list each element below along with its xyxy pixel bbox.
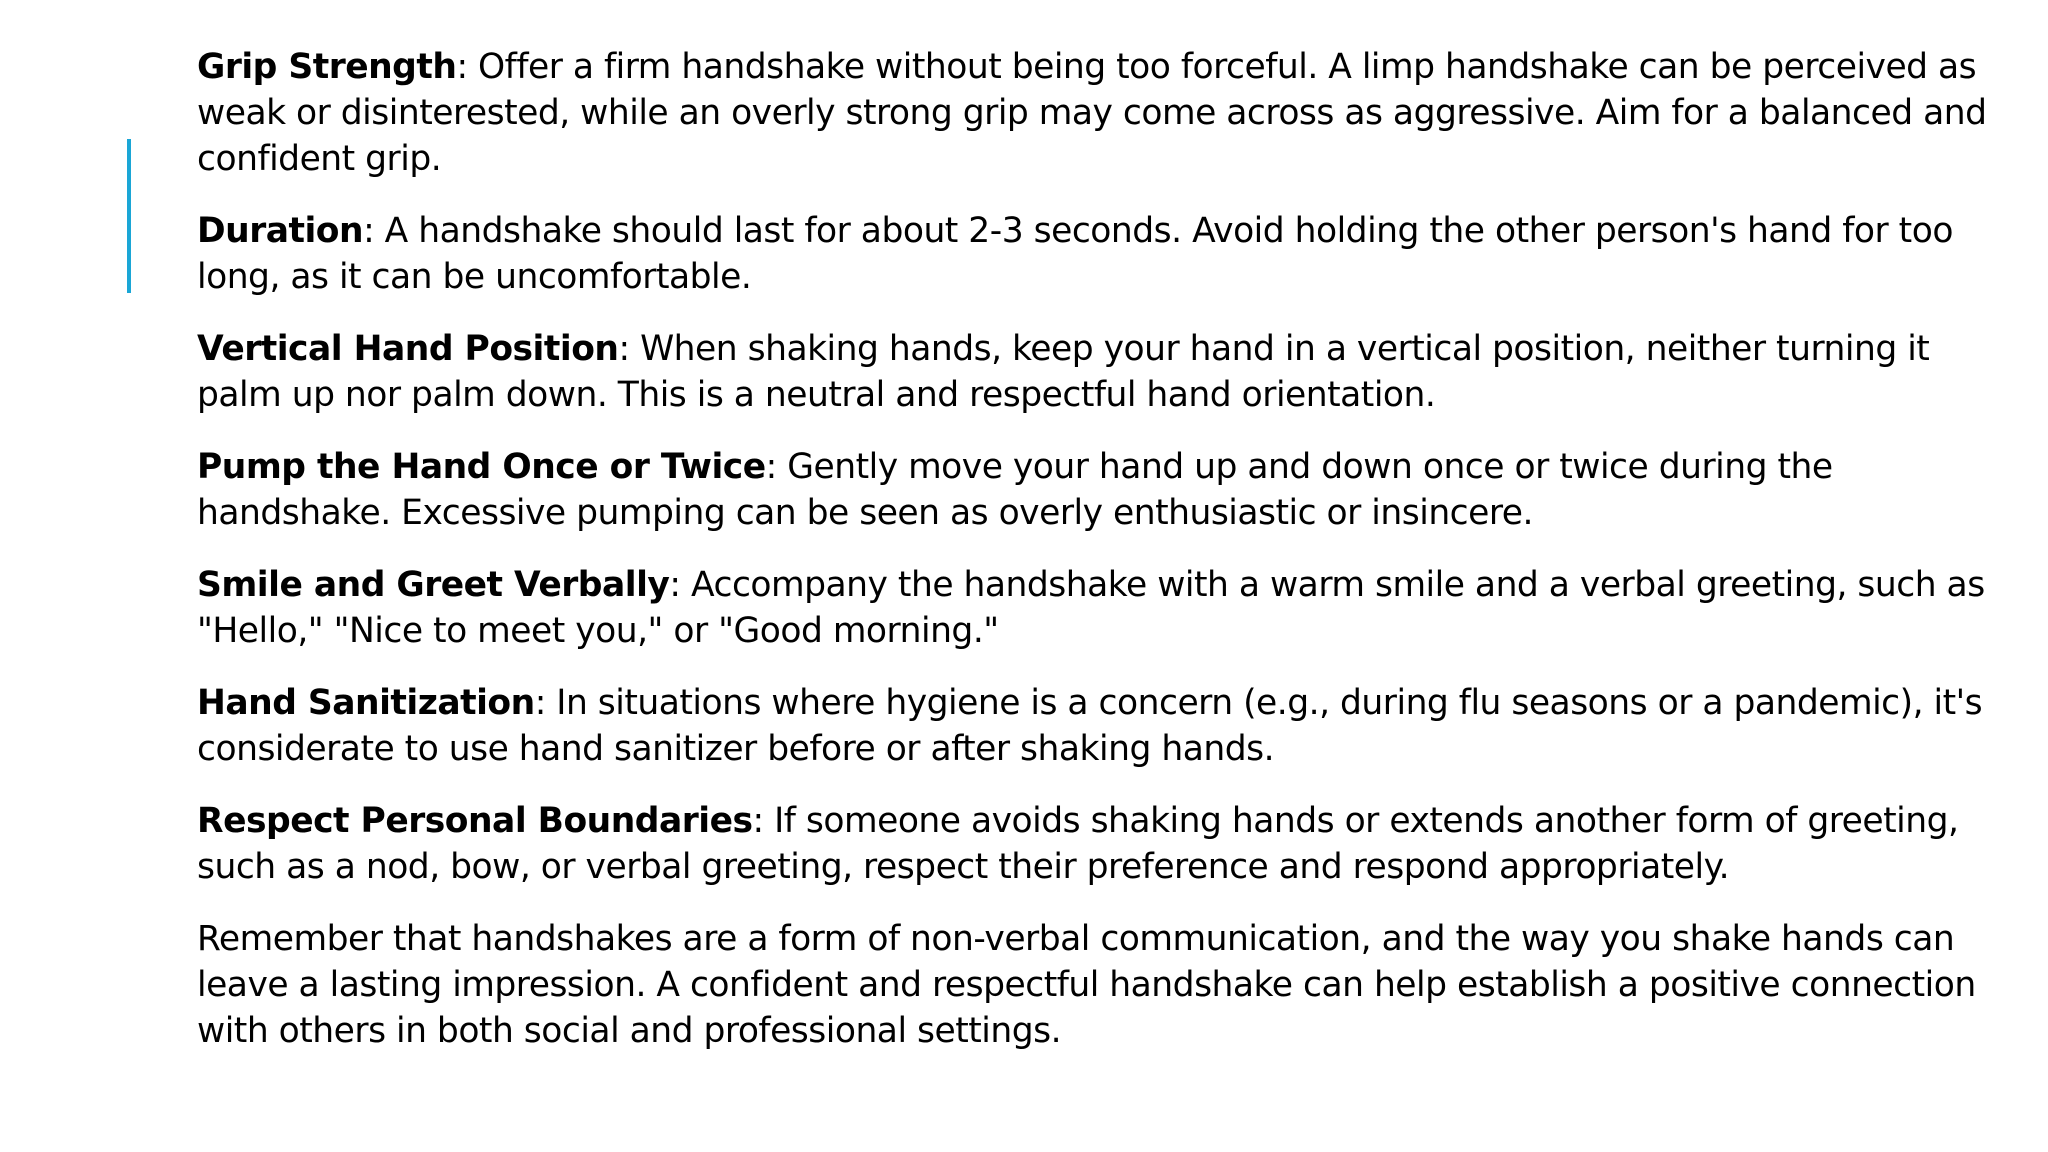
- separator: :: [618, 329, 641, 369]
- description-duration: A handshake should last for about 2-3 seconds. Avoid holding the other person's hand for too long, as it can be uncomfortable.: [197, 211, 1953, 297]
- term-duration: Duration: [197, 211, 364, 251]
- separator: :: [456, 47, 479, 87]
- separator: :: [765, 447, 788, 487]
- description-pump-the-hand: Gently move your hand up and down once or twice during the handshake. Excessive pumping can be seen as overly enthusiastic or insincere.: [197, 447, 1833, 533]
- slide-content: [197, 44, 1997, 1080]
- term-pump-the-hand: Pump the Hand Once or Twice: [197, 447, 766, 487]
- paragraph-respect-boundaries: [197, 798, 1997, 890]
- description-respect-boundaries: If someone avoids shaking hands or extends another form of greeting, such as a nod, bow, or verbal greeting, respect their preference and respond appropriately.: [197, 801, 1959, 887]
- description-smile-and-greet: Accompany the handshake with a warm smile and a verbal greeting, such as "Hello," "Nice to meet you," or "Good morning.": [197, 565, 1985, 651]
- paragraph-vertical-hand-position: [197, 326, 1997, 418]
- paragraph-pump-the-hand: [197, 444, 1997, 536]
- paragraph-duration: [197, 208, 1997, 300]
- paragraph-grip-strength: [197, 44, 1997, 182]
- term-respect-boundaries: Respect Personal Boundaries: [197, 801, 753, 841]
- separator: :: [363, 211, 385, 251]
- separator: :: [752, 801, 775, 841]
- term-vertical-hand-position: Vertical Hand Position: [197, 329, 619, 369]
- term-smile-and-greet: Smile and Greet Verbally: [197, 565, 670, 605]
- description-grip-strength: Offer a firm handshake without being too forceful. A limp handshake can be perceived as weak or disinterested, while an overly strong grip may come across as aggressive. Aim for a balanced and confident grip.: [197, 47, 1987, 179]
- separator: :: [669, 565, 691, 605]
- separator: :: [534, 683, 557, 723]
- paragraph-hand-sanitization: [197, 680, 1997, 772]
- closing-paragraph: Remember that handshakes are a form of non-verbal communication, and the way you shake hands can leave a lasting impression. A confident and respectful handshake can help establish a positive connection with others in both social and professional settings.: [197, 919, 1976, 1051]
- term-grip-strength: Grip Strength: [197, 47, 457, 87]
- term-hand-sanitization: Hand Sanitization: [197, 683, 535, 723]
- description-vertical-hand-position: When shaking hands, keep your hand in a vertical position, neither turning it palm up nor palm down. This is a neutral and respectful hand orientation.: [197, 329, 1930, 415]
- paragraph-smile-and-greet: [197, 562, 1997, 654]
- description-hand-sanitization: In situations where hygiene is a concern (e.g., during flu seasons or a pandemic), it's considerate to use hand sanitizer before or after shaking hands.: [197, 683, 1983, 769]
- accent-bar: [127, 139, 131, 293]
